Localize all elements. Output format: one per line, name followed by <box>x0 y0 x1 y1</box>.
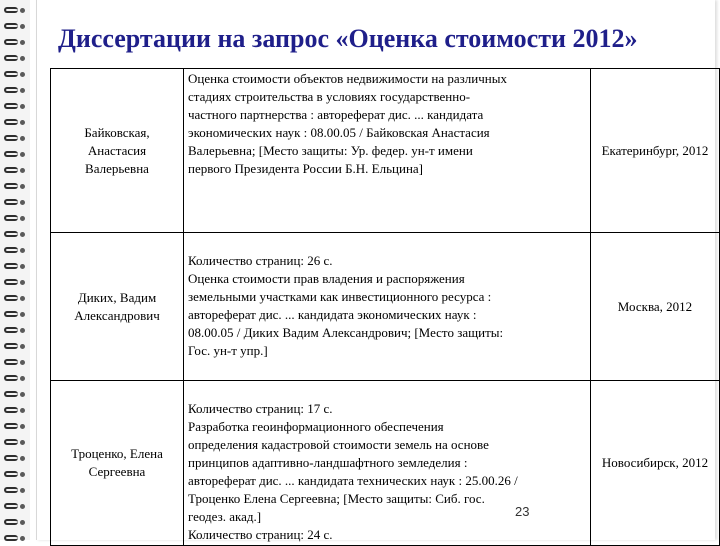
desc-line: Оценка стоимости прав владения и распоряжения <box>188 271 465 286</box>
spiral-ring-icon <box>4 182 26 191</box>
table-row <box>51 69 720 233</box>
place-year-cell: Екатеринбург, 2012 <box>591 69 720 233</box>
spiral-ring-icon <box>4 150 26 159</box>
desc-line: автореферат дис. ... кандидата экономических наук : <box>188 307 477 322</box>
desc-line: геодез. акад.] <box>188 509 262 524</box>
spiral-ring-icon <box>4 518 26 527</box>
desc-line: определения кадастровой стоимости земель на основе <box>188 437 489 452</box>
author-cell: Диких, Вадим Александрович <box>51 233 184 381</box>
author-cell: Байковская, Анастасия Валерьевна <box>51 69 184 233</box>
spiral-ring-icon <box>4 422 26 431</box>
spiral-ring-icon <box>4 406 26 415</box>
description-cell <box>184 69 591 233</box>
spiral-ring-icon <box>4 118 26 127</box>
desc-line: частного партнерства : автореферат дис. ... кандидата <box>188 107 484 122</box>
spiral-ring-icon <box>4 246 26 255</box>
desc-line: Троценко Елена Сергеевна; [Место защиты: Сиб. гос. <box>188 491 485 506</box>
spiral-ring-icon <box>4 454 26 463</box>
spiral-ring-icon <box>4 358 26 367</box>
spiral-ring-icon <box>4 294 26 303</box>
spiral-ring-icon <box>4 86 26 95</box>
spiral-ring-icon <box>4 262 26 271</box>
spiral-ring-icon <box>4 438 26 447</box>
dissertation-table <box>50 68 720 546</box>
description-cell <box>184 233 591 381</box>
spiral-ring-icon <box>4 230 26 239</box>
desc-line: экономических наук : 08.00.05 / Байковская Анастасия <box>188 125 490 140</box>
place-year-cell: Новосибирск, 2012 <box>591 381 720 546</box>
spiral-ring-icon <box>4 22 26 31</box>
spiral-ring-icon <box>4 374 26 383</box>
spiral-ring-icon <box>4 326 26 335</box>
desc-line: автореферат дис. ... кандидата технических наук : 25.00.26 / <box>188 473 518 488</box>
description-cell <box>184 381 591 546</box>
spiral-ring-icon <box>4 6 26 15</box>
spiral-ring-icon <box>4 102 26 111</box>
spiral-ring-icon <box>4 198 26 207</box>
desc-line: Гос. ун-т упр.] <box>188 343 268 358</box>
spiral-ring-icon <box>4 134 26 143</box>
spiral-ring-icon <box>4 470 26 479</box>
table-row <box>51 233 720 381</box>
spiral-ring-icon <box>4 166 26 175</box>
desc-line: стадиях строительства в условиях государственно- <box>188 89 471 104</box>
page-count: Количество страниц: 26 с. <box>188 253 333 268</box>
slide-number: 23 <box>515 504 530 519</box>
spiral-ring-icon <box>4 54 26 63</box>
desc-line: земельными участками как инвестиционного ресурса : <box>188 289 492 304</box>
spiral-ring-icon <box>4 486 26 495</box>
spiral-binding <box>0 0 30 540</box>
page-count: Количество страниц: 24 с. <box>188 527 333 542</box>
spiral-ring-icon <box>4 534 26 543</box>
spiral-ring-icon <box>4 70 26 79</box>
spiral-ring-icon <box>4 342 26 351</box>
place-year-cell: Москва, 2012 <box>591 233 720 381</box>
desc-line: принципов адаптивно-ландшафтного земледелия : <box>188 455 468 470</box>
desc-line: Оценка стоимости объектов недвижимости на различных <box>188 71 507 86</box>
spiral-ring-icon <box>4 38 26 47</box>
spiral-ring-icon <box>4 310 26 319</box>
spiral-ring-icon <box>4 214 26 223</box>
spiral-ring-icon <box>4 502 26 511</box>
author-cell: Троценко, Елена Сергеевна <box>51 381 184 546</box>
spiral-ring-icon <box>4 278 26 287</box>
slide-title: Диссертации на запрос «Оценка стоимости 2012» <box>58 24 638 53</box>
spiral-ring-icon <box>4 390 26 399</box>
page-count: Количество страниц: 17 с. <box>188 401 333 416</box>
desc-line: 08.00.05 / Диких Вадим Александрович; [Место защиты: <box>188 325 504 340</box>
desc-line: Валерьевна; [Место защиты: Ур. федер. ун-т имени <box>188 143 473 158</box>
table-row <box>51 381 720 546</box>
desc-line: Разработка геоинформационного обеспечения <box>188 419 444 434</box>
desc-line: первого Президента России Б.Н. Ельцина] <box>188 161 424 176</box>
